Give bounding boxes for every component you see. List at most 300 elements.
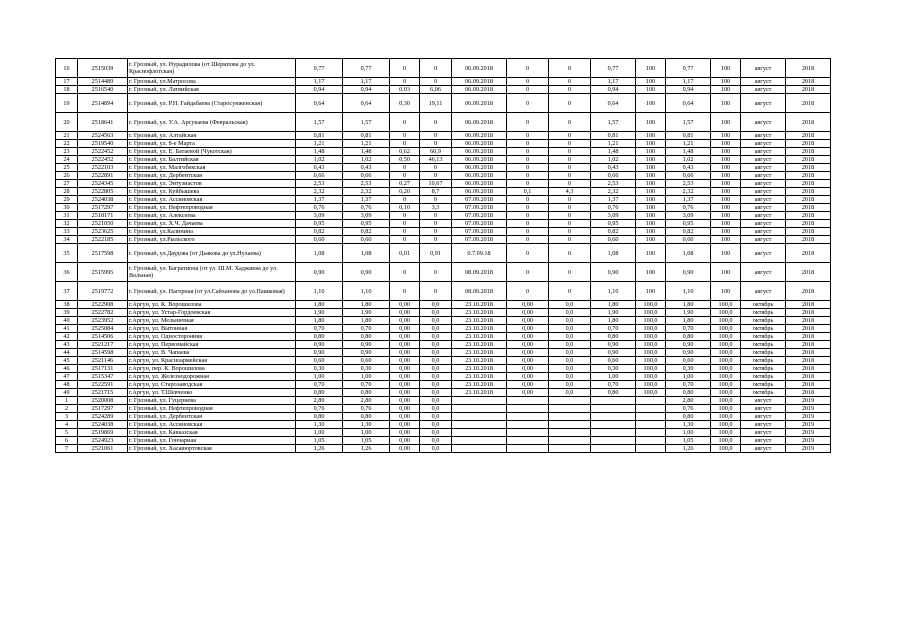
normative-length-cell: 0,94: [591, 86, 636, 94]
condition-percent-cell: 100: [711, 156, 741, 164]
normative-length-cell: 0,66: [591, 172, 636, 180]
defect-percent-cell: 0,0: [420, 333, 452, 341]
repair-length-cell: 0: [507, 244, 549, 263]
repair-percent-cell: 0,0: [549, 317, 591, 325]
condition-length-cell: 0,30: [666, 365, 711, 373]
defect-length-cell: 0,00: [390, 413, 420, 421]
length-total-cell: 0,66: [296, 172, 343, 180]
length-total-cell: 1,37: [296, 196, 343, 204]
condition-length-cell: 0,43: [666, 164, 711, 172]
length-inspected-cell: 2,32: [343, 188, 390, 196]
address-cell: г. Грозный, ул. Багратиона (от ул. Ш.М. Хаджиева до ул. Вольная): [128, 263, 296, 282]
address-cell: г. Грозный, ул.Рыльского: [128, 236, 296, 244]
row-number-cell: 41: [56, 325, 78, 333]
row-number-cell: 39: [56, 309, 78, 317]
row-number-cell: 34: [56, 236, 78, 244]
table-row: [56, 86, 831, 94]
repair-percent-cell: 0: [549, 204, 591, 212]
year-cell: 2018: [786, 341, 831, 349]
length-inspected-cell: 1,90: [343, 309, 390, 317]
condition-percent-cell: 100: [711, 172, 741, 180]
defect-percent-cell: 0,0: [420, 341, 452, 349]
year-cell: 2018: [786, 188, 831, 196]
length-inspected-cell: 1,02: [343, 156, 390, 164]
defect-length-cell: 0,00: [390, 397, 420, 405]
length-total-cell: 2,80: [296, 397, 343, 405]
inspection-date-cell: [452, 437, 507, 445]
normative-length-cell: 0,90: [591, 263, 636, 282]
table-body: [56, 59, 831, 453]
condition-percent-cell: 100,0: [711, 421, 741, 429]
defect-percent-cell: 0: [420, 212, 452, 220]
condition-percent-cell: 100: [711, 220, 741, 228]
condition-length-cell: 0,70: [666, 381, 711, 389]
row-number-cell: 17: [56, 78, 78, 86]
condition-percent-cell: 100,0: [711, 445, 741, 453]
defect-length-cell: 0,00: [390, 405, 420, 413]
road-id-cell: 2522103: [78, 164, 128, 172]
table-row: [56, 172, 831, 180]
condition-length-cell: 0,80: [666, 413, 711, 421]
year-cell: 2018: [786, 244, 831, 263]
row-number-cell: 22: [56, 140, 78, 148]
month-cell: август: [741, 228, 786, 236]
month-cell: август: [741, 180, 786, 188]
table-row: [56, 397, 831, 405]
road-id-cell: 2514894: [78, 94, 128, 113]
repair-length-cell: [507, 405, 549, 413]
year-cell: 2018: [786, 204, 831, 212]
table-row: [56, 365, 831, 373]
road-id-cell: 2522185: [78, 236, 128, 244]
month-cell: август: [741, 204, 786, 212]
normative-percent-cell: [636, 429, 666, 437]
condition-percent-cell: 100,0: [711, 365, 741, 373]
normative-length-cell: [591, 429, 636, 437]
normative-length-cell: 0,64: [591, 94, 636, 113]
year-cell: 2018: [786, 325, 831, 333]
repair-percent-cell: 0: [549, 282, 591, 301]
month-cell: октябрь: [741, 317, 786, 325]
table-row: [56, 78, 831, 86]
repair-percent-cell: 0: [549, 148, 591, 156]
address-cell: г. Грозный, ул. Алексеева: [128, 212, 296, 220]
length-total-cell: 1,17: [296, 78, 343, 86]
condition-length-cell: 2,53: [666, 180, 711, 188]
defect-percent-cell: 0: [420, 132, 452, 140]
repair-percent-cell: 0: [549, 156, 591, 164]
length-total-cell: 2,32: [296, 188, 343, 196]
repair-length-cell: 0,00: [507, 317, 549, 325]
length-total-cell: 0,60: [296, 357, 343, 365]
condition-percent-cell: 100: [711, 196, 741, 204]
month-cell: август: [741, 172, 786, 180]
length-total-cell: 2,53: [296, 180, 343, 188]
address-cell: г.Аргун, ул. Устар-Гордоевская: [128, 309, 296, 317]
inspection-date-cell: 06.09.2018: [452, 94, 507, 113]
normative-length-cell: [591, 421, 636, 429]
normative-percent-cell: 100,0: [636, 325, 666, 333]
defect-length-cell: 0,00: [390, 421, 420, 429]
repair-length-cell: 0: [507, 156, 549, 164]
month-cell: август: [741, 244, 786, 263]
defect-percent-cell: 0,0: [420, 413, 452, 421]
defect-length-cell: 0,00: [390, 333, 420, 341]
repair-percent-cell: 0,0: [549, 341, 591, 349]
defect-percent-cell: 0,91: [420, 244, 452, 263]
normative-length-cell: 1,90: [591, 309, 636, 317]
condition-percent-cell: 100,0: [711, 341, 741, 349]
address-cell: г. Грозный, ул. Куйбышева: [128, 188, 296, 196]
length-total-cell: 1,80: [296, 317, 343, 325]
address-cell: г. Грозный, ул. Гуцериева: [128, 397, 296, 405]
table-row: [56, 132, 831, 140]
length-total-cell: 1,05: [296, 437, 343, 445]
road-id-cell: 2520008: [78, 397, 128, 405]
repair-percent-cell: [549, 421, 591, 429]
normative-length-cell: 0,81: [591, 132, 636, 140]
road-id-cell: 2522591: [78, 381, 128, 389]
defect-percent-cell: 10,67: [420, 180, 452, 188]
length-inspected-cell: 1,48: [343, 148, 390, 156]
condition-percent-cell: 100: [711, 94, 741, 113]
defect-length-cell: 0,62: [390, 148, 420, 156]
normative-length-cell: 1,17: [591, 78, 636, 86]
condition-percent-cell: 100,0: [711, 373, 741, 381]
address-cell: г. Грозный, ул. 8-е Марта: [128, 140, 296, 148]
row-number-cell: 35: [56, 244, 78, 263]
normative-length-cell: 1,08: [591, 244, 636, 263]
normative-length-cell: [591, 397, 636, 405]
normative-percent-cell: 100: [636, 113, 666, 132]
address-cell: г. Грозный, ул. Нефтепроводная: [128, 204, 296, 212]
condition-percent-cell: 100: [711, 228, 741, 236]
row-number-cell: 45: [56, 357, 78, 365]
row-number-cell: 40: [56, 317, 78, 325]
table-row: [56, 429, 831, 437]
defect-length-cell: 0: [390, 132, 420, 140]
year-cell: 2018: [786, 365, 831, 373]
year-cell: 2018: [786, 317, 831, 325]
normative-percent-cell: 100,0: [636, 301, 666, 309]
condition-percent-cell: 100,0: [711, 349, 741, 357]
table-row: [56, 236, 831, 244]
normative-length-cell: 0,90: [591, 349, 636, 357]
table-row: [56, 148, 831, 156]
condition-length-cell: 0,80: [666, 333, 711, 341]
repair-percent-cell: [549, 429, 591, 437]
repair-length-cell: 0,00: [507, 389, 549, 397]
table-row: [56, 180, 831, 188]
repair-percent-cell: 0: [549, 196, 591, 204]
row-number-cell: 3: [56, 413, 78, 421]
defect-length-cell: 0: [390, 172, 420, 180]
length-inspected-cell: 0,80: [343, 413, 390, 421]
repair-length-cell: [507, 421, 549, 429]
repair-length-cell: 0: [507, 132, 549, 140]
table-row: [56, 373, 831, 381]
month-cell: август: [741, 164, 786, 172]
year-cell: 2019: [786, 437, 831, 445]
length-total-cell: 0,76: [296, 204, 343, 212]
normative-length-cell: 0,60: [591, 357, 636, 365]
repair-length-cell: 0,00: [507, 373, 549, 381]
length-inspected-cell: 0,80: [343, 333, 390, 341]
condition-length-cell: 0,60: [666, 357, 711, 365]
normative-percent-cell: [636, 397, 666, 405]
table-row: [56, 263, 831, 282]
normative-percent-cell: 100: [636, 94, 666, 113]
defect-percent-cell: 0: [420, 220, 452, 228]
length-total-cell: 1,90: [296, 309, 343, 317]
normative-length-cell: 2,53: [591, 180, 636, 188]
road-id-cell: 2518171: [78, 212, 128, 220]
condition-length-cell: 1,26: [666, 445, 711, 453]
row-number-cell: 2: [56, 405, 78, 413]
condition-length-cell: 0,94: [666, 86, 711, 94]
length-total-cell: 0,77: [296, 59, 343, 78]
month-cell: август: [741, 220, 786, 228]
defect-length-cell: 0,00: [390, 317, 420, 325]
inspection-date-cell: 07.09.2018: [452, 228, 507, 236]
length-inspected-cell: 0,81: [343, 132, 390, 140]
address-cell: г.Аргун, ул. Мельничная: [128, 317, 296, 325]
length-total-cell: 0,80: [296, 333, 343, 341]
defect-length-cell: 0,00: [390, 301, 420, 309]
defect-length-cell: 0,00: [390, 381, 420, 389]
inspection-date-cell: [452, 429, 507, 437]
repair-length-cell: 0: [507, 94, 549, 113]
year-cell: 2018: [786, 381, 831, 389]
length-inspected-cell: 0,60: [343, 236, 390, 244]
repair-percent-cell: [549, 445, 591, 453]
defect-length-cell: 0,00: [390, 437, 420, 445]
condition-percent-cell: 100: [711, 282, 741, 301]
length-inspected-cell: 0,76: [343, 204, 390, 212]
defect-percent-cell: 0: [420, 228, 452, 236]
table-row: [56, 94, 831, 113]
defect-percent-cell: 8,7: [420, 188, 452, 196]
year-cell: 2018: [786, 156, 831, 164]
length-inspected-cell: 0,43: [343, 164, 390, 172]
inspection-date-cell: 0.7.09.18: [452, 244, 507, 263]
defect-length-cell: 0,10: [390, 204, 420, 212]
repair-percent-cell: [549, 437, 591, 445]
repair-percent-cell: 0: [549, 244, 591, 263]
inspection-date-cell: 06.09.2018: [452, 164, 507, 172]
repair-percent-cell: 0: [549, 164, 591, 172]
condition-percent-cell: 100: [711, 164, 741, 172]
condition-percent-cell: 100,0: [711, 357, 741, 365]
defect-length-cell: 0: [390, 113, 420, 132]
road-id-cell: 2525084: [78, 325, 128, 333]
road-id-cell: 2524923: [78, 437, 128, 445]
repair-length-cell: 0: [507, 263, 549, 282]
row-number-cell: 49: [56, 389, 78, 397]
road-id-cell: 2515347: [78, 373, 128, 381]
address-cell: г. Грозный, ул. Кавказская: [128, 429, 296, 437]
address-cell: г. Грозный, ул. Балтийская: [128, 156, 296, 164]
defect-percent-cell: 3,3: [420, 204, 452, 212]
condition-length-cell: 2,80: [666, 397, 711, 405]
row-number-cell: 33: [56, 228, 78, 236]
repair-percent-cell: 0: [549, 172, 591, 180]
table-row: [56, 341, 831, 349]
address-cell: г.Аргун, ул. Красноармейская: [128, 357, 296, 365]
repair-length-cell: 0,00: [507, 341, 549, 349]
inspection-date-cell: 23.10.2018: [452, 349, 507, 357]
row-number-cell: 26: [56, 172, 78, 180]
repair-length-cell: [507, 429, 549, 437]
year-cell: 2019: [786, 405, 831, 413]
year-cell: 2018: [786, 196, 831, 204]
defect-length-cell: 0,00: [390, 325, 420, 333]
normative-length-cell: 0,70: [591, 325, 636, 333]
inspection-date-cell: 07.09.2018: [452, 236, 507, 244]
row-number-cell: 44: [56, 349, 78, 357]
defect-percent-cell: 0,0: [420, 397, 452, 405]
repair-percent-cell: 0,0: [549, 357, 591, 365]
road-id-cell: 2523625: [78, 228, 128, 236]
condition-length-cell: 1,80: [666, 317, 711, 325]
row-number-cell: 20: [56, 113, 78, 132]
month-cell: август: [741, 196, 786, 204]
road-id-cell: 2517297: [78, 204, 128, 212]
defect-percent-cell: 19,11: [420, 94, 452, 113]
road-id-cell: 2516540: [78, 86, 128, 94]
table-row: [56, 212, 831, 220]
row-number-cell: 30: [56, 204, 78, 212]
road-id-cell: 2522452: [78, 148, 128, 156]
defect-percent-cell: 0,0: [420, 365, 452, 373]
normative-length-cell: 0,70: [591, 381, 636, 389]
condition-length-cell: 0,81: [666, 132, 711, 140]
length-inspected-cell: 1,00: [343, 429, 390, 437]
inspection-date-cell: 06.09.2018: [452, 140, 507, 148]
condition-length-cell: 1,21: [666, 140, 711, 148]
defect-percent-cell: 0: [420, 113, 452, 132]
defect-length-cell: 0,00: [390, 389, 420, 397]
repair-percent-cell: 0,0: [549, 333, 591, 341]
road-id-cell: 2519869: [78, 429, 128, 437]
condition-length-cell: 1,00: [666, 429, 711, 437]
condition-percent-cell: 100: [711, 212, 741, 220]
length-inspected-cell: 1,08: [343, 244, 390, 263]
address-cell: г. Грозный, ул. Нурадилова (от Шерипова до ул. Краснофлотская): [128, 59, 296, 78]
table-row: [56, 156, 831, 164]
month-cell: октябрь: [741, 333, 786, 341]
length-total-cell: 1,08: [296, 244, 343, 263]
month-cell: август: [741, 156, 786, 164]
length-total-cell: 0,64: [296, 94, 343, 113]
repair-length-cell: 0: [507, 172, 549, 180]
defect-percent-cell: 0: [420, 196, 452, 204]
condition-length-cell: 0,64: [666, 94, 711, 113]
normative-percent-cell: 100,0: [636, 389, 666, 397]
year-cell: 2019: [786, 429, 831, 437]
defect-length-cell: 0: [390, 164, 420, 172]
normative-percent-cell: [636, 413, 666, 421]
address-cell: г.Аргун, ул. Т.Шевченко: [128, 389, 296, 397]
defect-percent-cell: 0,0: [420, 325, 452, 333]
month-cell: октябрь: [741, 341, 786, 349]
condition-length-cell: 1,90: [666, 309, 711, 317]
repair-percent-cell: [549, 405, 591, 413]
month-cell: август: [741, 445, 786, 453]
length-inspected-cell: 1,80: [343, 301, 390, 309]
row-number-cell: 42: [56, 333, 78, 341]
condition-percent-cell: 100: [711, 132, 741, 140]
normative-percent-cell: 100,0: [636, 357, 666, 365]
length-total-cell: 1,30: [296, 421, 343, 429]
row-number-cell: 38: [56, 301, 78, 309]
row-number-cell: 4: [56, 421, 78, 429]
row-number-cell: 27: [56, 180, 78, 188]
address-cell: г.Аргун, ул. Староэаводская: [128, 381, 296, 389]
road-registry-table: [55, 58, 831, 453]
condition-length-cell: 0,82: [666, 228, 711, 236]
repair-length-cell: 0: [507, 164, 549, 172]
length-total-cell: 0,30: [296, 365, 343, 373]
length-total-cell: 0,95: [296, 220, 343, 228]
normative-length-cell: [591, 405, 636, 413]
normative-percent-cell: 100: [636, 140, 666, 148]
road-id-cell: 2514489: [78, 78, 128, 86]
repair-length-cell: 0: [507, 228, 549, 236]
table-row: [56, 317, 831, 325]
length-total-cell: 0,90: [296, 341, 343, 349]
address-cell: г. Грозный, ул. Х.Ч. Дачаева: [128, 220, 296, 228]
inspection-date-cell: 07.09.2018: [452, 204, 507, 212]
length-total-cell: 0,90: [296, 263, 343, 282]
normative-percent-cell: 100: [636, 212, 666, 220]
normative-percent-cell: 100: [636, 228, 666, 236]
condition-length-cell: 0,66: [666, 172, 711, 180]
normative-length-cell: [591, 445, 636, 453]
length-inspected-cell: 1,57: [343, 113, 390, 132]
year-cell: 2018: [786, 309, 831, 317]
repair-length-cell: 0: [507, 212, 549, 220]
inspection-date-cell: [452, 421, 507, 429]
normative-length-cell: 0,60: [591, 236, 636, 244]
row-number-cell: 6: [56, 437, 78, 445]
table-row: [56, 381, 831, 389]
condition-percent-cell: 100,0: [711, 333, 741, 341]
length-inspected-cell: 1,00: [343, 373, 390, 381]
length-inspected-cell: 0,82: [343, 228, 390, 236]
defect-percent-cell: 0: [420, 59, 452, 78]
defect-length-cell: 0,00: [390, 349, 420, 357]
repair-length-cell: [507, 437, 549, 445]
defect-percent-cell: 0,0: [420, 421, 452, 429]
inspection-date-cell: 06.09.2018: [452, 113, 507, 132]
address-cell: г. Грозный, ул. Нагорная (от ул.Сайханова до ул.Пашковая): [128, 282, 296, 301]
condition-percent-cell: 100: [711, 140, 741, 148]
year-cell: 2018: [786, 148, 831, 156]
defect-length-cell: 0,00: [390, 373, 420, 381]
length-inspected-cell: 0,66: [343, 172, 390, 180]
length-inspected-cell: 0,70: [343, 325, 390, 333]
length-total-cell: 0,90: [296, 349, 343, 357]
condition-length-cell: 1,80: [666, 301, 711, 309]
table-row: [56, 164, 831, 172]
address-cell: г.Аргун, ул. Первомайская: [128, 341, 296, 349]
year-cell: 2018: [786, 301, 831, 309]
address-cell: г.Аргун, ул. Односторонняя: [128, 333, 296, 341]
year-cell: 2018: [786, 140, 831, 148]
normative-percent-cell: 100,0: [636, 365, 666, 373]
inspection-date-cell: 23.10.2018: [452, 333, 507, 341]
